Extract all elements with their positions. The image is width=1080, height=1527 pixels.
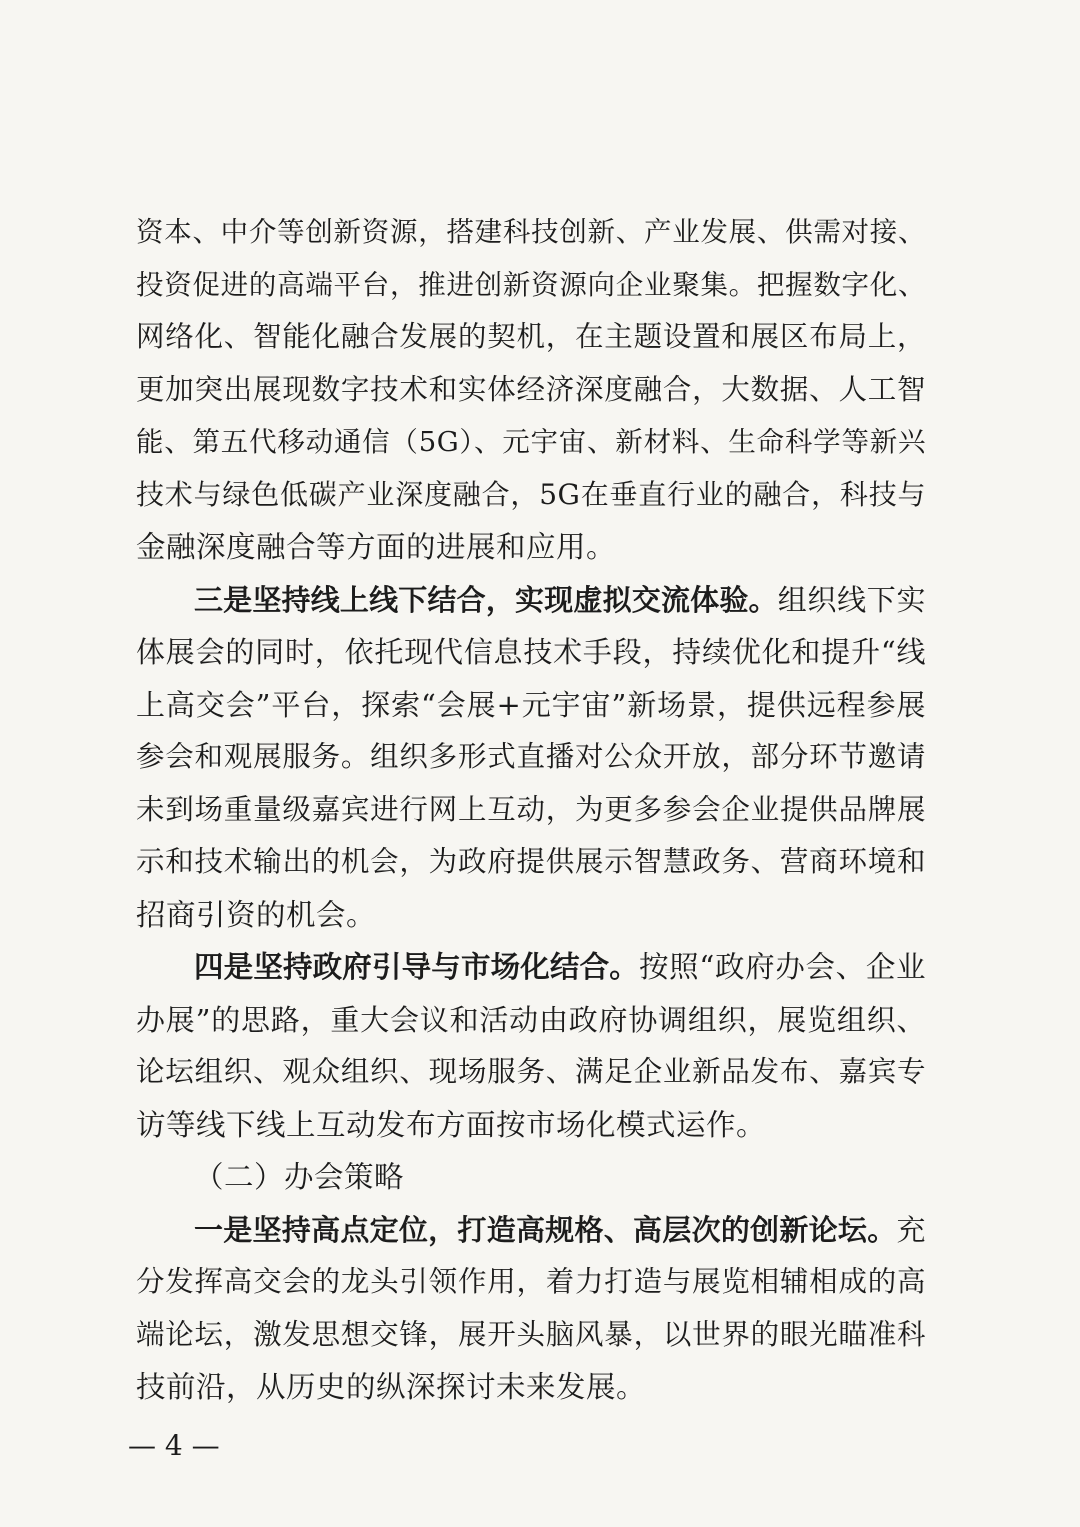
text-line: 更加突出展现数字技术和实体经济深度融合，大数据、人工智 [136, 372, 926, 406]
text-line: 论坛组织、观众组织、现场服务、满足企业新品发布、嘉宾专 [136, 1055, 926, 1088]
paragraph-5-first-line [136, 1204, 926, 1257]
paragraph-3-heading: 三是坚持线上线下结合，实现虚拟交流体验。 [194, 582, 778, 617]
paragraph-4-first-line [136, 941, 926, 994]
text-line: 资本、中介等创新资源，搭建科技创新、产业发展、供需对接、 [136, 216, 926, 248]
text-line: 招商引资的机会。 [136, 897, 377, 932]
paragraph-4-first-rest: 按照“政府办会、企业 [638, 950, 926, 984]
text-line: 上高交会”平台，探索“会展+元宇宙”新场景，提供远程参展 [136, 687, 926, 722]
text-line: 技前沿，从历史的纵深探讨未来发展。 [136, 1370, 647, 1404]
paragraph-3-first-line [136, 574, 926, 627]
text-line: 参会和观展服务。组织多形式直播对公众开放，部分环节邀请 [136, 740, 926, 773]
text-line: 未到场重量级嘉宾进行网上互动，为更多参会企业提供品牌展 [136, 792, 926, 826]
page-number: — 4 — [128, 1429, 220, 1462]
text-line: 端论坛，激发思想交锋，展开头脑风暴，以世界的眼光瞄准科 [136, 1317, 926, 1351]
paragraph-5-heading: 一是坚持高点定位，打造高规格、高层次的创新论坛。 [194, 1212, 897, 1247]
text-line: 访等线下线上互动发布方面按市场化模式运作。 [136, 1107, 767, 1142]
text-line: 体展会的同时，依托现代信息技术手段，持续优化和提升“线 [136, 635, 926, 669]
text-line: 示和技术输出的机会，为政府提供展示智慧政务、营商环境和 [136, 845, 926, 878]
text-line: 技术与绿色低碳产业深度融合，5G在垂直行业的融合，科技与 [136, 477, 926, 511]
text-line: 投资促进的高端平台，推进创新资源向企业聚集。把握数字化、 [136, 268, 926, 301]
text-line: 金融深度融合等方面的进展和应用。 [136, 530, 617, 564]
text-line: 能、第五代移动通信（5G）、元宇宙、新材料、生命科学等新兴 [136, 426, 926, 458]
text-line: 分发挥高交会的龙头引领作用，着力打造与展览相辅相成的高 [136, 1265, 926, 1298]
text-line: 网络化、智能化融合发展的契机，在主题设置和展区布局上， [136, 320, 926, 353]
text-line: 办展”的思路，重大会议和活动由政府协调组织，展览组织、 [136, 1002, 926, 1037]
paragraph-3-first-rest: 组织线下实 [777, 582, 926, 617]
paragraph-5-first-rest: 充 [896, 1212, 926, 1247]
paragraph-4-heading: 四是坚持政府引导与市场化结合。 [194, 950, 639, 984]
body-text [136, 206, 926, 1414]
section-heading: （二）办会策略 [194, 1160, 405, 1194]
